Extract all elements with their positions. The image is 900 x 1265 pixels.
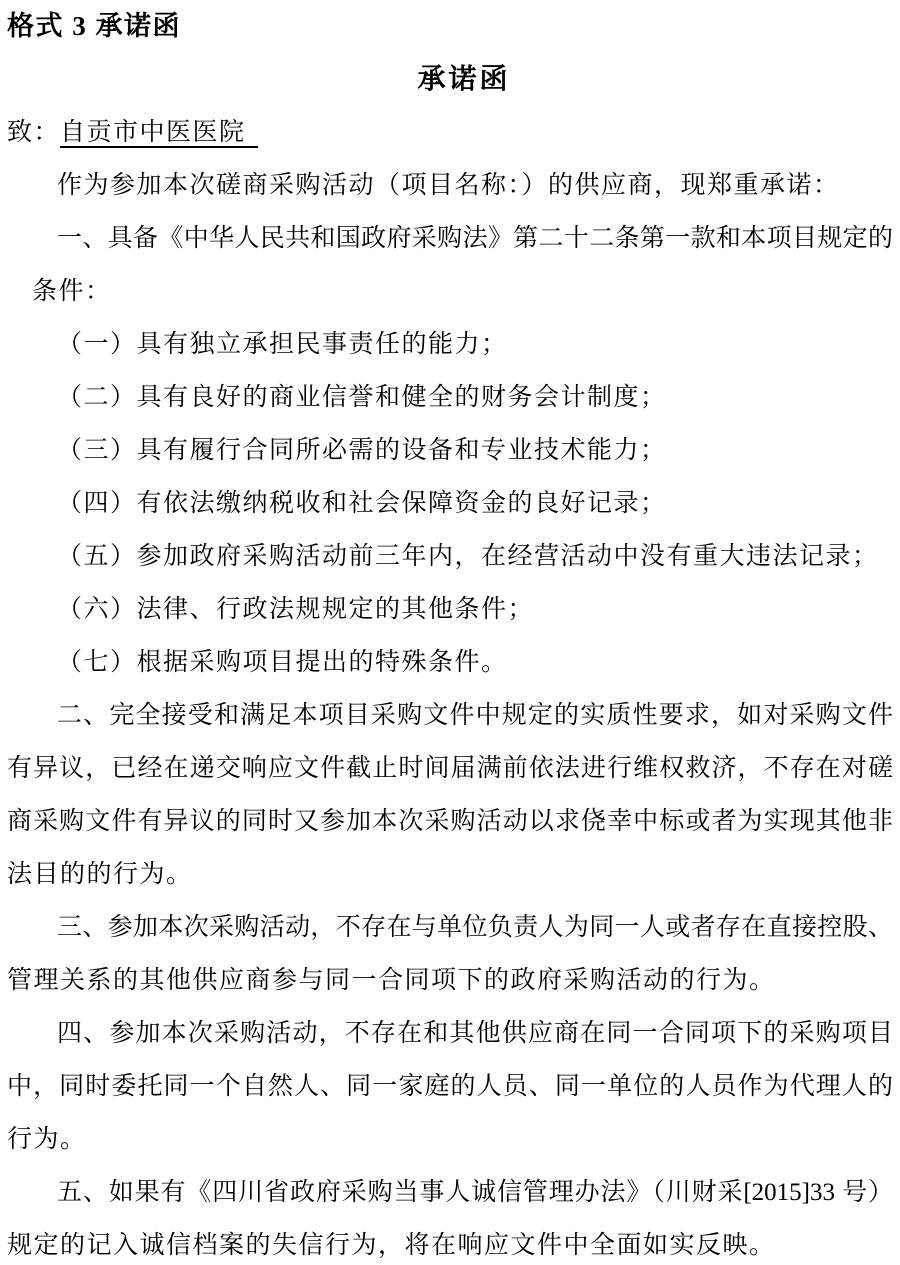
text-line: （二）具有良好的商业信誉和健全的财务会计制度； xyxy=(57,384,667,411)
recipient-name: 自贡市中医医院 xyxy=(60,119,258,148)
text-line: 一、具备《中华人民共和国政府采购法》第二十二条第一款和本项目规定的 xyxy=(57,225,893,252)
text-line: 有异议，已经在递交响应文件截止时间届满前依法进行维权救济，不存在对磋 xyxy=(7,755,893,782)
text-line: （四）有依法缴纳税收和社会保障资金的良好记录； xyxy=(57,490,667,517)
text-line: 作为参加本次磋商采购活动（项目名称：）的供应商，现郑重承诺： xyxy=(57,172,840,199)
text-line: 规定的记入诚信档案的失信行为，将在响应文件中全面如实反映。 xyxy=(7,1232,776,1259)
document-title: 承诺函 xyxy=(417,64,511,95)
text-line: 三、参加本次采购活动，不存在与单位负责人为同一人或者存在直接控股、 xyxy=(57,914,893,941)
text-line: （三）具有履行合同所必需的设备和专业技术能力； xyxy=(57,437,667,464)
document-body xyxy=(7,159,893,1265)
text-line: 法目的的行为。 xyxy=(7,861,193,888)
text-line: 二、完全接受和满足本项目采购文件中规定的实质性要求，如对采购文件 xyxy=(57,702,893,729)
text-line: （一）具有独立承担民事责任的能力； xyxy=(57,331,508,358)
text-line: 五、如果有《四川省政府采购当事人诚信管理办法》（川财采[2015]33 号） xyxy=(57,1179,893,1206)
text-line: （七）根据采购项目提出的特殊条件。 xyxy=(57,649,508,676)
text-line: 条件： xyxy=(32,278,112,305)
text-line: （六）法律、行政法规规定的其他条件； xyxy=(57,596,535,623)
text-line: 中，同时委托同一个自然人、同一家庭的人员、同一单位的人员作为代理人的 xyxy=(7,1073,893,1100)
text-line: 行为。 xyxy=(7,1126,87,1153)
text-line: （五）参加政府采购活动前三年内，在经营活动中没有重大违法记录； xyxy=(57,543,879,570)
page-header: 格式 3 承诺函 xyxy=(7,11,181,41)
salutation-prefix: 致： xyxy=(7,119,61,146)
text-line: 商采购文件有异议的同时又参加本次采购活动以求侥幸中标或者为实现其他非 xyxy=(7,808,893,835)
salutation-line xyxy=(7,106,893,159)
text-line: 四、参加本次采购活动，不存在和其他供应商在同一合同项下的采购项目 xyxy=(57,1020,893,1047)
text-line: 管理关系的其他供应商参与同一合同项下的政府采购活动的行为。 xyxy=(7,967,776,994)
